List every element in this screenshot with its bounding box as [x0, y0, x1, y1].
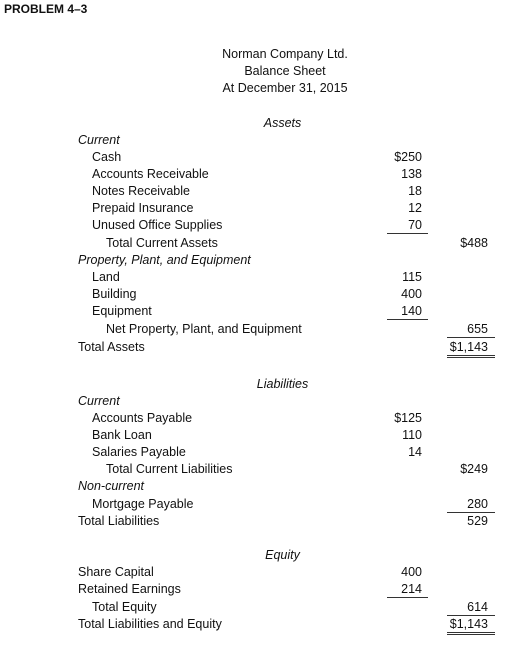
total-equity-amount: 614: [467, 600, 488, 614]
bank-loan-label: Bank Loan: [92, 428, 152, 442]
unused-office-supplies-label: Unused Office Supplies: [92, 218, 223, 232]
company-name: Norman Company Ltd.: [222, 47, 348, 61]
current-assets-heading: Current: [78, 133, 120, 147]
notes-receivable-label: Notes Receivable: [92, 184, 190, 198]
retained-earnings-amount: 214: [401, 582, 422, 596]
equity-heading: Equity: [265, 548, 300, 562]
cash-amount: $250: [394, 150, 422, 164]
building-amount: 400: [401, 287, 422, 301]
total-current-liabilities-label: Total Current Liabilities: [106, 462, 233, 476]
notes-receivable-amount: 18: [408, 184, 422, 198]
salaries-payable-amount: 14: [408, 445, 422, 459]
total-equity-label: Total Equity: [92, 600, 157, 614]
total-liabilities-amount: 529: [467, 514, 488, 528]
total-assets-amount: $1,143: [449, 340, 488, 354]
statement-date: At December 31, 2015: [222, 81, 348, 95]
land-label: Land: [92, 270, 120, 284]
accounts-payable-label: Accounts Payable: [92, 411, 193, 425]
assets-heading: Assets: [263, 116, 302, 130]
noncurrent-liabilities-heading: Non-current: [78, 479, 144, 493]
retained-earnings-label: Retained Earnings: [78, 582, 181, 596]
accounts-receivable-label: Accounts Receivable: [92, 167, 209, 181]
total-current-liabilities-amount: $249: [460, 462, 488, 476]
cash-label: Cash: [92, 150, 122, 164]
accounts-payable-amount: $125: [394, 411, 422, 425]
prepaid-insurance-amount: 12: [408, 201, 422, 215]
prepaid-insurance-label: Prepaid Insurance: [92, 201, 194, 215]
total-liabilities-and-equity-label: Total Liabilities and Equity: [78, 617, 222, 631]
total-current-assets-amount: $488: [460, 236, 488, 250]
bank-loan-amount: 110: [402, 428, 422, 442]
total-liabilities-and-equity-amount: $1,143: [449, 617, 488, 631]
equity-underline: [387, 597, 428, 598]
net-ppe-amount: 655: [467, 322, 488, 336]
accounts-receivable-amount: 138: [401, 167, 422, 181]
net-ppe-label: Net Property, Plant, and Equipment: [106, 322, 302, 336]
statement-title: Balance Sheet: [244, 64, 326, 78]
equipment-label: Equipment: [92, 304, 152, 318]
equipment-amount: 140: [401, 304, 422, 318]
salaries-payable-label: Salaries Payable: [92, 445, 186, 459]
share-capital-label: Share Capital: [78, 565, 154, 579]
ppe-heading: Property, Plant, and Equipment: [78, 253, 251, 267]
total-assets-label: Total Assets: [78, 340, 145, 354]
total-assets-double-underline-1: [447, 355, 495, 356]
current-assets-underline: [387, 233, 428, 234]
total-le-double-underline-1: [447, 632, 495, 633]
building-label: Building: [92, 287, 137, 301]
current-liabilities-heading: Current: [78, 394, 120, 408]
land-amount: 115: [402, 270, 422, 284]
mortgage-payable-label: Mortgage Payable: [92, 497, 194, 511]
total-le-double-underline-2: [447, 634, 495, 635]
total-assets-double-underline-2: [447, 357, 495, 358]
ppe-underline: [387, 319, 428, 320]
mortgage-payable-amount: 280: [467, 497, 488, 511]
total-current-assets-label: Total Current Assets: [106, 236, 218, 250]
total-liabilities-label: Total Liabilities: [78, 514, 160, 528]
unused-office-supplies-amount: 70: [408, 218, 422, 232]
net-ppe-underline: [447, 337, 495, 338]
share-capital-amount: 400: [401, 565, 422, 579]
problem-label: PROBLEM 4–3: [4, 2, 88, 16]
liabilities-heading: Liabilities: [256, 377, 309, 391]
